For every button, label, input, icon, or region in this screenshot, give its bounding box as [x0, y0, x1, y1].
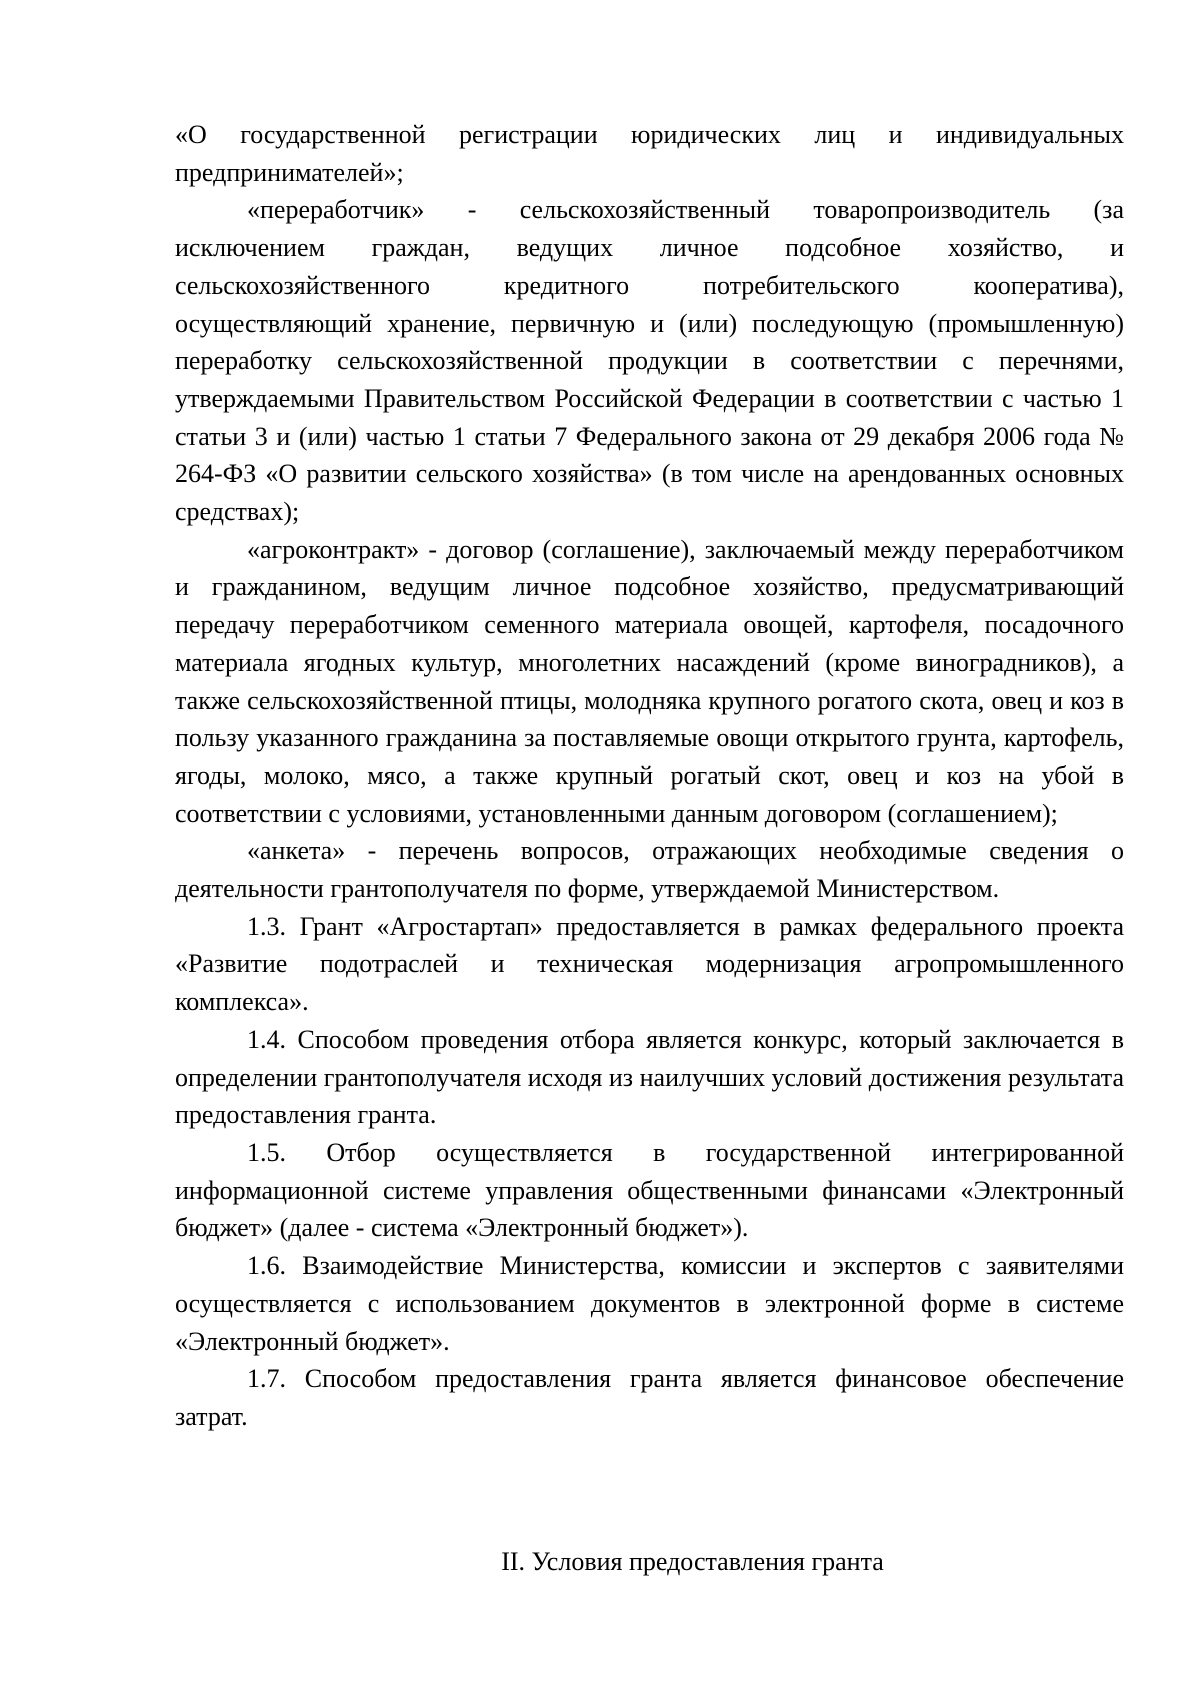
paragraph-clause-1-6: 1.6. Взаимодействие Министерства, комиссии и экспертов с заявителями осуществляется с использованием документов в электронной форме в системе «Электронный бюджет».: [175, 1251, 1124, 1356]
paragraph-clause-1-4: 1.4. Способом проведения отбора является конкурс, который заключается в определении грантополучателя исходя из наилучших условий достижения результата предоставления гранта.: [175, 1024, 1124, 1130]
paragraph-definition-agrocontract: «агроконтракт» - договор (соглашение), заключаемый между переработчиком и гражданином, ведущим личное подсобное хозяйство, предусматривающий передачу переработчиком семенного материала овощей, картофеля, посадочного материала ягодных культур, многолетних насаждений (кроме виноградников), а также сельскохозяйственной птицы, молодняка крупного рогатого скота, овец и коз в пользу указанного гражданина за поставляемые овощи открытого грунта, картофель, ягоды, молоко, мясо, а также крупный рогатый скот, овец и коз на убой в соответствии с условиями, установленными данным договором (соглашением);: [175, 534, 1124, 828]
paragraph-clause-1-3: 1.3. Грант «Агростартап» предоставляется в рамках федерального проекта «Развитие подотраслей и техническая модернизация агропромышленного комплекса».: [175, 911, 1124, 1017]
section-heading: II. Условия предоставления гранта: [501, 1547, 884, 1576]
document-body: [175, 116, 1124, 1436]
paragraph-definition-processor: «переработчик» - сельскохозяйственный товаропроизводитель (за исключением граждан, ведущих личное подсобное хозяйство, и сельскохозяйственного кредитного потребительского кооператива), осуществляющий хранение, первичную и (или) последующую (промышленную) переработку сельскохозяйственной продукции в соответствии с перечнями, утверждаемыми Правительством Российской Федерации в соответствии с частью 1 статьи 3 и (или) частью 1 статьи 7 Федерального закона от 29 декабря 2006 года № 264-ФЗ «О развитии сельского хозяйства» (в том числе на арендованных основных средствах);: [175, 195, 1124, 527]
paragraph-clause-1-5: 1.5. Отбор осуществляется в государственной интегрированной информационной системе управления общественными финансами «Электронный бюджет» (далее - система «Электронный бюджет»).: [175, 1137, 1124, 1243]
paragraph-definition-questionnaire: «анкета» - перечень вопросов, отражающих необходимые сведения о деятельности грантополучателя по форме, утверждаемой Министерством.: [175, 836, 1124, 904]
paragraph-registration-law-tail: «О государственной регистрации юридических лиц и индивидуальных предпринимателей»;: [175, 120, 1124, 187]
paragraph-clause-1-7: 1.7. Способом предоставления гранта является финансовое обеспечение затрат.: [175, 1364, 1124, 1431]
